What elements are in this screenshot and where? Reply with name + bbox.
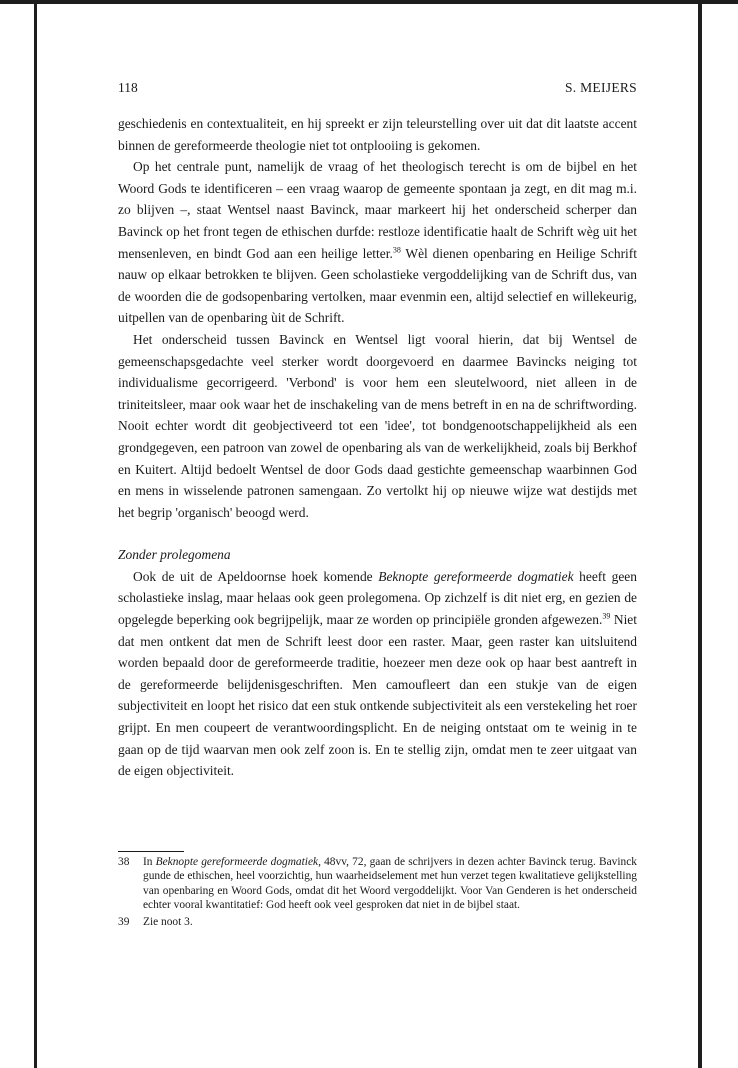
- paragraph: [118, 329, 637, 523]
- book-title: Beknopte gereformeerde dogmatiek,: [155, 856, 321, 868]
- paragraph-text: heeft geen scholastieke inslag, maar helaas ook geen prolegomena. Op zichzelf is dit niet erg, en gezien de opgelegde beperking ook begrijpelijk, maar ze worden op principiële gronden afgewezen.: [118, 568, 637, 628]
- paragraph-text: Het onderscheid tussen Bavinck en Wentsel ligt vooral hierin, dat bij Wentsel de gemeenschapsgedachte veel sterker wordt doorgevoerd en daarmee Bavincks neiging tot individualisme gecorrigeerd. 'Verbond' is voor hem een sleutelwoord, niet alleen in de triniteitsleer, maar ook waar het de inschakeling van de mens betreft in en na de schriftwording. Nooit echter wordt dit geobjectiveerd tot een 'idee', tot bondgenootschappelijkheid als een grondgegeven, een patroon van zowel de openbaring als van de werkelijkheid, zoals bij Berkhof en Kuitert. Altijd bedoelt Wentsel de door Gods daad gestichte gemeenschap waarbinnen God en mens in wisselende patronen samengaan. Zo vertolkt hij op nieuwe wijze wat destijds met het begrip 'organisch' beoogd werd.: [118, 331, 637, 520]
- footnote-ref-38[interactable]: 38: [392, 245, 401, 255]
- paragraph: [118, 156, 637, 329]
- footnote-text: 48vv, 72, gaan de schrijvers in dezen achter Bavinck terug. Bavinck gunde de ethischen, heel voorzichtig, hun waarheidselement met hun verzet tegen kwalitatieve gelijkstelling van openbaring en Woord Gods, omdat dit het Woord vergoddelijkt. Voor Van Genderen is het onderscheid echter vooral kwantitatief: God heeft ook veel gesproken dat niet in de bijbel staat.: [143, 856, 637, 911]
- footnote-text: Zie noot 3.: [143, 916, 193, 929]
- footnote-ref-39[interactable]: 39: [602, 611, 611, 621]
- running-head-author: S. MEIJERS: [564, 80, 637, 95]
- scan-border-right: [698, 0, 702, 1068]
- paragraph-text: Ook de uit de Apeldoornse hoek komende: [133, 568, 379, 584]
- footnote-number: 38: [118, 856, 130, 868]
- paragraph-text: Wèl dienen openbaring en Heilige Schrift nauw op elkaar betrokken te blijven. Geen scholastieke vergoddelijking van de Schrift dus, van de woorden die de godsopenbaring vertolken, maar evenmin een, altijd selectief en willekeurig, uitpellen van de openbaring ùit de Schrift.: [118, 245, 637, 326]
- paragraph-continued: [118, 113, 637, 156]
- footnote-38: [118, 855, 637, 912]
- footnote-text: In: [143, 856, 156, 868]
- paragraph-text: Niet dat men ontkent dat men de Schrift leest door een raster. Maar, geen raster kan uitsluitend worden bepaald door de gereformeerde traditie, hoezeer men deze ook op haar best aantreft in de gereformeerde belijdenisgeschriften. Men camoufleert dan een stukje van de eigen subjectiviteit en loopt het risico dat een stuk ontkende subjectiviteit als een verstekeling het roer grijpt. En men coupeert de verantwoordingsplicht. En de neiging ontstaat om te weinig in te gaan op de tijd waarvan men ook zelf zoon is. En te stellig zijn, omdat men te zeer uitgaat van de eigen objectiviteit.: [118, 612, 638, 779]
- paragraph-text: geschiedenis en contextualiteit, en hij spreekt er zijn teleurstelling over uit dat dit laatste accent binnen de gereformeerde theologie niet tot ontplooiing is gekomen.: [118, 116, 637, 153]
- body-text: [118, 113, 637, 782]
- page-number: 118: [118, 80, 138, 95]
- footnote-number: 39: [118, 916, 130, 929]
- footnotes: [118, 855, 637, 932]
- paragraph-text: Op het centrale punt, namelijk de vraag of het theologisch terecht is om de bijbel en het Woord Gods te identificeren – een vraag waarop de gemeente spontaan ja zegt, en dit mag m.i. zo blijven –, staat Wentsel naast Bavinck, maar markeert hij het onderscheid scherper dan Bavinck op het front tegen de ethischen durfde: restloze identificatie haalt de Schrift wèg uit het mensenleven, en bindt God aan een heilige letter.: [118, 159, 637, 261]
- footnote-rule: [118, 851, 184, 852]
- paragraph: [118, 566, 637, 782]
- section-heading: Zonder prolegomena: [118, 547, 231, 563]
- book-title: Beknopte gereformeerde dogmatiek: [378, 568, 574, 584]
- footnote-39: [118, 915, 637, 929]
